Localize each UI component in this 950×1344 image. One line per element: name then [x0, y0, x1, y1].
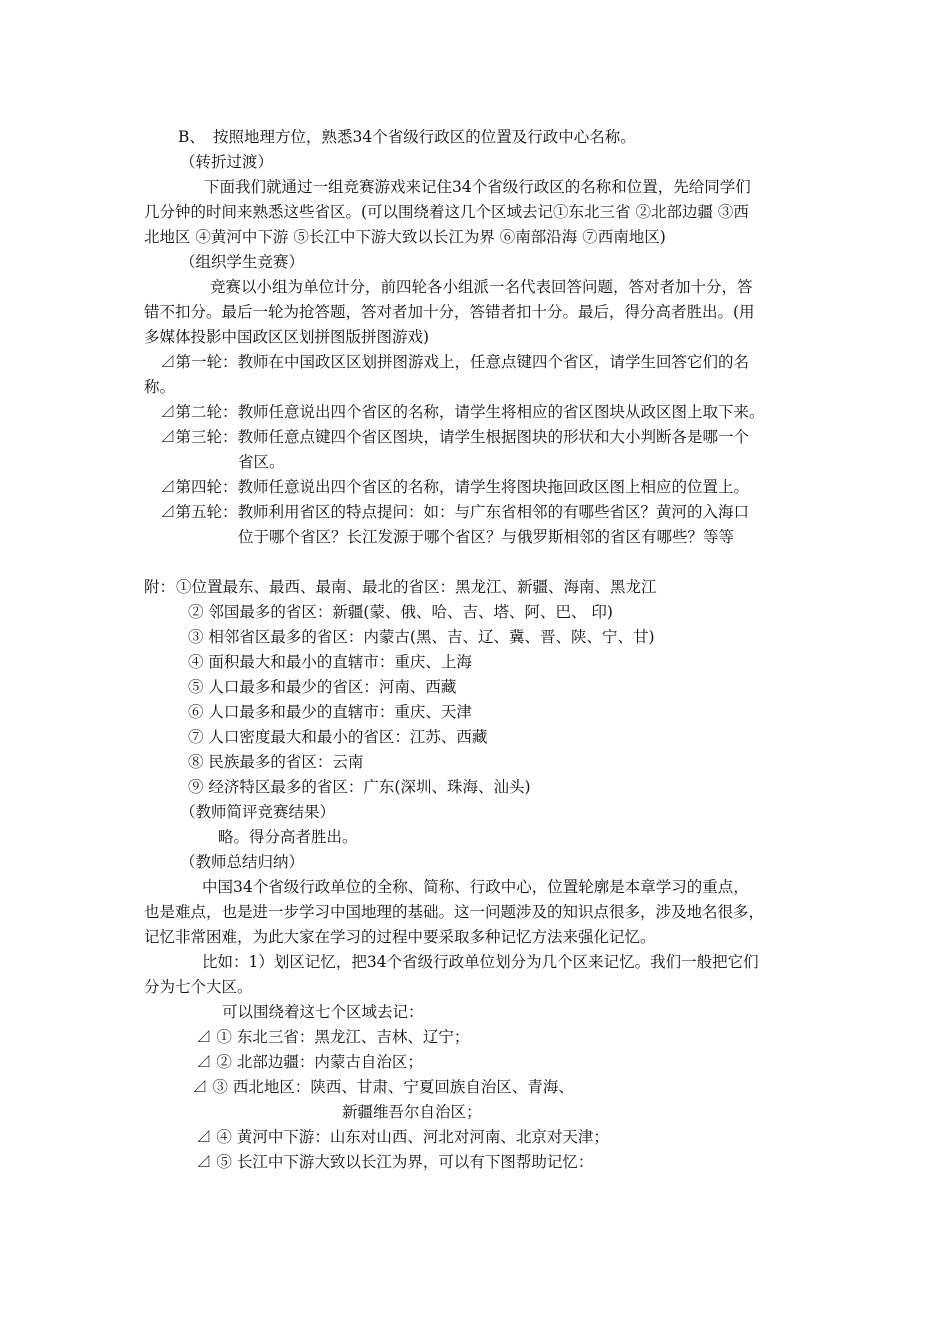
summary-line-1: 中国34个省级行政单位的全称、简称、行政中心，位置轮廓是本章学习的重点， [202, 878, 749, 896]
appendix-item: ⑥ 人口最多和最少的直辖市：重庆、天津 [188, 703, 472, 721]
region-4: ⊿ ④ 黄河中下游：山东对山西、河北对河南、北京对天津； [196, 1128, 609, 1146]
intro-line-3: 北地区 ④黄河中下游 ⑤长江中下游大致以长江为界 ⑥南部沿海 ⑦西南地区) [144, 228, 666, 246]
intro-line-1: 下面我们就通过一组竞赛游戏来记住34个省级行政区的名称和位置，先给同学们 [204, 178, 751, 196]
round-1-line-1: ⊿第一轮：教师在中国政区区划拼图游戏上，任意点键四个省区，请学生回答它们的名 [160, 353, 750, 371]
contest-line-3: 多媒体投影中国政区区划拼图版拼图游戏) [144, 328, 430, 346]
appendix-item: ⑨ 经济特区最多的省区：广东(深圳、珠海、汕头) [188, 778, 531, 796]
summary-line-3: 记忆非常困难，为此大家在学习的过程中要采取多种记忆方法来强化记忆。 [144, 928, 656, 946]
appendix-item: ⑦ 人口密度最大和最小的省区：江苏、西藏 [188, 728, 488, 746]
review-text: 略。得分高者胜出。 [218, 828, 358, 846]
example-line-2: 分为七个大区。 [144, 978, 253, 996]
appendix-item: ② 邻国最多的省区：新疆(蒙、俄、哈、吉、塔、阿、巴、 印) [188, 603, 613, 621]
region-3-line-2: 新疆维吾尔自治区； [342, 1103, 482, 1121]
example-line-1: 比如：1）划区记忆，把34个省级行政单位划分为几个区来记忆。我们一般把它们 [202, 953, 759, 971]
round-2: ⊿第二轮：教师任意说出四个省区的名称，请学生将相应的省区图块从政区图上取下来。 [160, 403, 765, 421]
regions-intro: 可以围绕着这七个区域去记： [222, 1003, 424, 1021]
region-1: ⊿ ① 东北三省：黑龙江、吉林、辽宁； [196, 1028, 470, 1046]
round-3-line-1: ⊿第三轮：教师任意点键四个省区图块，请学生根据图块的形状和大小判断各是哪一个 [160, 428, 750, 446]
round-1-line-2: 称。 [144, 378, 176, 396]
summary-line-2: 也是难点，也是进一步学习中国地理的基础。这一问题涉及的知识点很多，涉及地名很多， [144, 903, 765, 921]
round-3-line-2: 省区。 [238, 453, 285, 471]
round-5-line-2: 位于哪个省区？长江发源于哪个省区？与俄罗斯相邻的省区有哪些？等等 [238, 528, 735, 546]
round-4: ⊿第四轮：教师任意说出四个省区的名称，请学生将图块拖回政区图上相应的位置上。 [160, 478, 750, 496]
contest-line-2: 错不扣分。最后一轮为抢答题，答对者加十分，答错者扣十分。最后，得分高者胜出。(用 [144, 303, 755, 321]
region-5: ⊿ ⑤ 长江中下游大致以长江为界，可以有下图帮助记忆： [196, 1153, 594, 1171]
region-2: ⊿ ② 北部边疆：内蒙古自治区； [196, 1053, 423, 1071]
review-note: （教师简评竞赛结果） [180, 803, 336, 821]
intro-line-2: 几分钟的时间来熟悉这些省区。(可以围绕着这几个区域去记①东北三省 ②北部边疆 ③西 [144, 203, 749, 221]
contest-line-1: 竞赛以小组为单位计分，前四轮各小组派一名代表回答问题，答对者加十分，答 [210, 278, 753, 296]
appendix-item: ③ 相邻省区最多的省区：内蒙古(黑、吉、辽、冀、晋、陕、宁、甘) [188, 628, 655, 646]
appendix-item: ①位置最东、最西、最南、最北的省区：黑龙江、新疆、海南、黑龙江 [176, 578, 657, 596]
round-5-line-1: ⊿第五轮：教师利用省区的特点提问：如：与广东省相邻的有哪些省区？黄河的入海口 [160, 503, 750, 521]
appendix-item: ⑤ 人口最多和最少的省区：河南、西藏 [188, 678, 457, 696]
region-3-line-1: ⊿ ③ 西北地区：陕西、甘肃、宁夏回族自治区、青海、 [192, 1078, 574, 1096]
section-b-label: B、 [178, 128, 205, 146]
appendix-prefix: 附： [144, 578, 176, 596]
summary-note: （教师总结归纳） [180, 853, 305, 871]
section-b-text: 按照地理方位，熟悉34个省级行政区的位置及行政中心名称。 [213, 128, 636, 146]
transition-note: （转折过渡） [180, 153, 274, 171]
appendix-item: ④ 面积最大和最小的直辖市：重庆、上海 [188, 653, 472, 671]
appendix-item: ⑧ 民族最多的省区：云南 [188, 753, 364, 771]
organize-note: （组织学生竞赛） [180, 253, 305, 271]
